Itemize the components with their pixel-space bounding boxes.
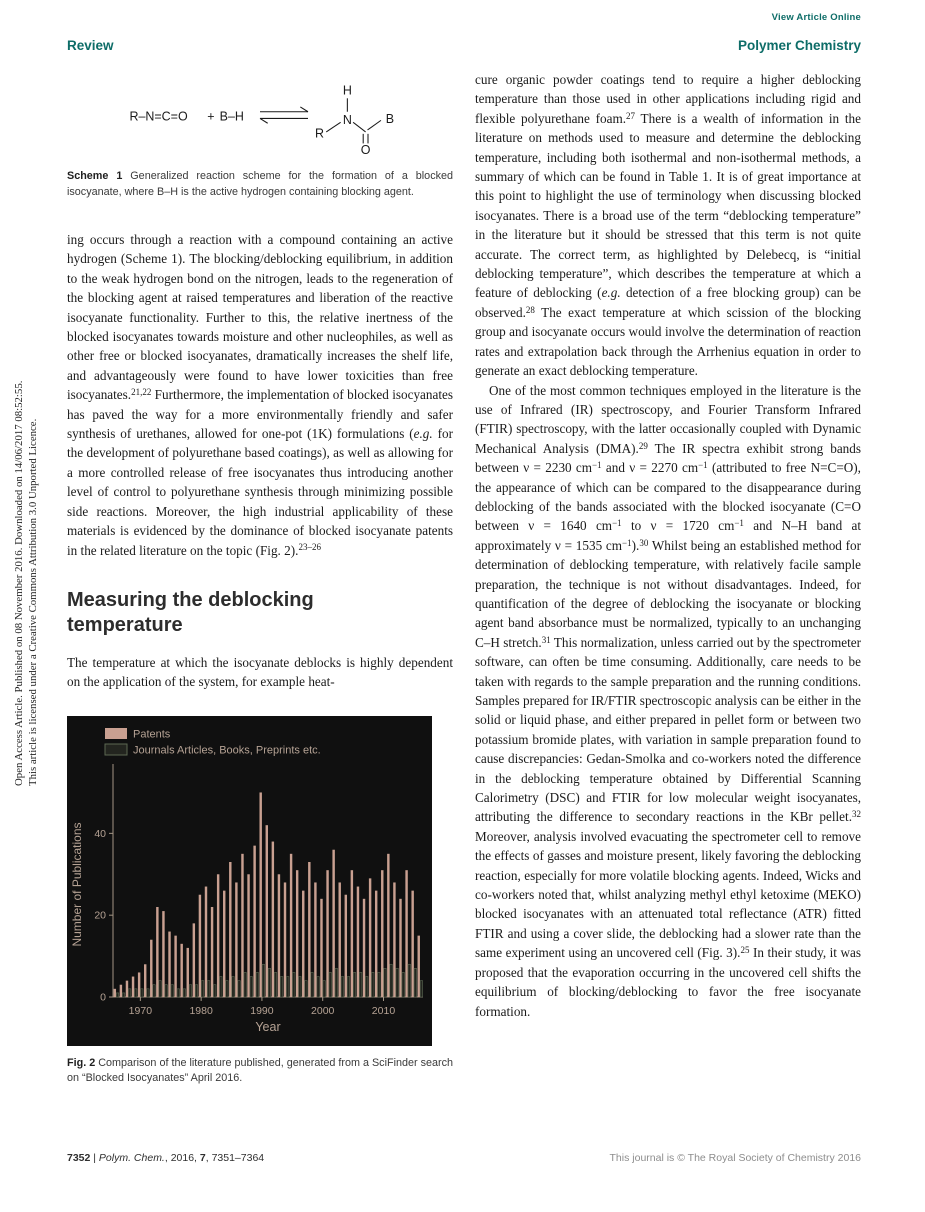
body-paragraph: cure organic powder coatings tend to require a higher deblocking temperature than those used in other applications including rigid and flexible polyurethane foam.$^{27}$ There is a wealth of information in the literature on methods used to measure and determine the deblocking temperature, including both isothermal and non-isothermal methods, a summary of which can be found in Table 1. It is of great importance at this point to highlight the use of terminology when discussing blocked isocyanates. There is a broad use of the term “deblocking temperature” in the literature but it should be stressed that this term is not quite accurate. The correct term, as highlighted by Delebecq, is “initial deblocking temperature”, which describes the temperature at which a feature of deblocking (e.g. detection of a free blocking group) can be observed.$^{28}$ The exact temperature at which scission of the blocking group and isocyanate occurs would involve the determination of reaction rates and extrapolation back through the Arrhenius equation in order to generate an exact deblocking temperature.: [475, 72, 862, 379]
fig2-chart: [67, 716, 432, 1046]
scheme1-figure: [116, 80, 404, 155]
atom-r: R: [315, 126, 325, 141]
running-header: [67, 38, 861, 53]
body-paragraph: The temperature at which the isocyanate deblocks is highly dependent on the application of the system, for example heat-: [67, 654, 453, 690]
page-footer: [67, 1152, 861, 1164]
svg-text:Number of Publications: Number of Publications: [70, 822, 84, 947]
figure2: [67, 716, 453, 1046]
credit-line-1: Open Access Article. Published on 08 November 2016. Downloaded on 14/06/2017 08:52:55.: [13, 380, 25, 786]
svg-text:40: 40: [94, 827, 106, 840]
scheme-blocking-agent: B–H: [219, 109, 244, 124]
footer-citation: 7352 | Polym. Chem., 2016, 7, 7351–7364: [67, 1152, 265, 1164]
svg-text:1980: 1980: [189, 1004, 213, 1017]
two-column-body: [67, 70, 861, 1087]
section-heading: Measuring the deblocking temperature: [67, 588, 314, 636]
scheme1-drawing: [116, 80, 404, 155]
credit-line-2: This article is licensed under a Creative Commons Attribution 3.0 Unported Licence.: [27, 418, 39, 786]
atom-o: O: [360, 142, 371, 155]
product-structure: [315, 83, 394, 155]
svg-text:1990: 1990: [250, 1004, 274, 1017]
article-type-label: Review: [67, 38, 114, 53]
open-access-credit: [12, 228, 40, 786]
svg-text:2010: 2010: [371, 1004, 396, 1017]
scheme-plus-sign: +: [207, 109, 215, 124]
svg-text:1970: 1970: [128, 1004, 153, 1017]
equilibrium-arrows-icon: [260, 107, 308, 123]
svg-text:Year: Year: [255, 1019, 281, 1034]
right-column: [475, 70, 861, 1087]
fig2-caption: Fig. 2 Comparison of the literature published, generated from a SciFinder search on “Blocked Isocyanates” April 2016.: [67, 1056, 454, 1085]
body-paragraph: ing occurs through a reaction with a compound containing an active hydrogen (Scheme 1). The blocking/deblocking equilibrium, in addition to the weak hydrogen bond on the nitrogen, leads to the regeneration of the blocking agent at raised temperatures and liberation of the reactive isocyanate functionality. Further to this, the relative inertness of the blocked isocyanates towards moisture and other nucleophiles, as well as other free or blocked isocyanates, dramatically increases the shelf life, and advantageously were found to have lower toxicities than free isocyanates.$^{21,22}$ Furthermore, the implementation of blocked isocyanates has paved the way for a more environmentally friendly and safer synthesis of urethanes, allowed for one-pot (1K) formulations (e.g. for the development of polyurethane based coatings), as well as allowing for a more controlled release of free isocyanates thus introducing another level of control to polyurethane synthesis through minimizing possible side reactions. Moreover, the high industrial applicability of these materials is evidenced by the dominance of blocked isocyanate patents in the related literature on the topic (Fig. 2).$^{23-26}$: [67, 232, 453, 558]
left-column: [67, 70, 453, 1087]
svg-text:0: 0: [100, 991, 106, 1004]
scheme-reactant: R–N=C=O: [129, 109, 188, 124]
svg-text:20: 20: [94, 909, 106, 922]
svg-text:Journals Articles, Books, Prep: Journals Articles, Books, Preprints etc.: [133, 744, 321, 757]
svg-text:Patents: Patents: [133, 728, 171, 741]
svg-text:2000: 2000: [311, 1004, 335, 1017]
atom-b: B: [385, 112, 395, 127]
atom-n: N: [342, 113, 352, 128]
footer-copyright: This journal is © The Royal Society of Chemistry 2016: [609, 1152, 861, 1164]
view-article-online-link[interactable]: View Article Online: [771, 12, 861, 23]
journal-title: Polymer Chemistry: [737, 38, 861, 53]
body-paragraph: One of the most common techniques employed in the literature is the use of Infrared (IR) spectroscopy, and Fourier Transform Infrared (FTIR) spectroscopy, with the latter occasionally coupled with Dynamic Mechanical Analysis (DMA).$^{29}$ The IR spectra exhibit strong bands between ν = 2230 $cm^{-1}$ and ν = 2270 $cm^{-1}$ (attributed to free N=C=O), the appearance of which can be compared to the disappearance during deblocking of the bands associated with the blocked isocyanate (C=O between ν = 1640 $cm^{-1}$ to ν = 1720 $cm^{-1}$ and N–H band at approximately ν = 1535 $cm^{-1}).^{30}$ Whilst being an established method for determination of deblocking temperature, with relatively facile sample preparation, the technique is not without disadvantages. Indeed, for quantification of the degree of deblocking the isocyanate or blocking agent band absorbance must be normalized, typically to an unchanging C–H stretch.$^{31}$ This normalization, unless carried out by the spectrometer software, can often be time consuming. Additionally, care needs to be taken with regards to the sample preparation and the running conditions. Samples prepared for IR/FTIR spectroscopic analysis can be either in the solid or liquid phase, and either prepared in pellet form or between two potassium bromide plates, with variation in sample preparation found to cause discrepancies: Gedan-Smolka and co-workers noted the difference in the deblocking temperature obtained by Differential Scanning Calorimetry (DSC) and FTIR for low molecular weight isocyanates, attributing the difference to secondary reactions in the KBr pellet.$^{32}$ Moreover, analysis involved evacuating the spectrometer cell to remove the effects of gasses and moisture present, likely favoring the deblocking reaction, especially for more volatile blocking agents. Indeed, Wicks and co-workers noted that, whilst analyzing methyl ethyl ketoxime (MEKO) blocked isocyanates with an attenuated total reflectance (ATR) fitted FTIR and using a cover slide, the deblocking had a slower rate than the same experiment using an uncovered cell (Fig. 3).$^{25}$ In their study, it was proposed that the evaporation occurring in the uncovered cell shifts the equilibrium of blocking/deblocking to favor the free isocyanate formation.: [475, 382, 862, 1019]
atom-h: H: [342, 83, 352, 98]
scheme1-caption: Scheme 1 Generalized reaction scheme for the formation of a blocked isocyanate, where B–H is the active hydrogen containing blocking agent.: [67, 170, 453, 198]
